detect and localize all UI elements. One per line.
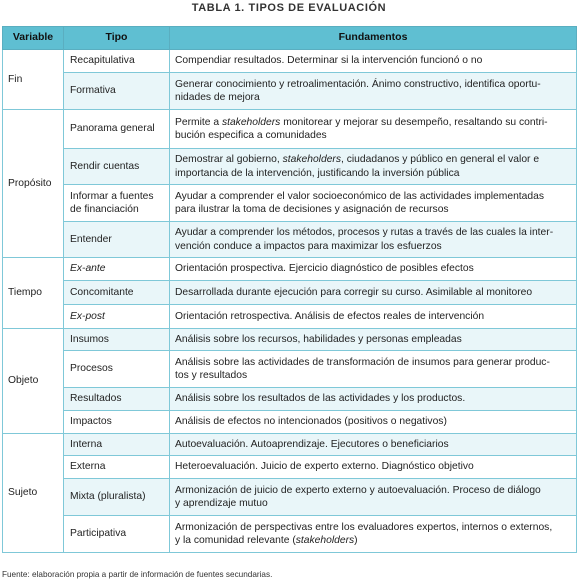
fundamento-cell [170, 388, 577, 411]
table-row [3, 388, 577, 411]
table-row [3, 73, 577, 110]
table-row [3, 411, 577, 434]
fundamento-text: y aprendizaje mutuo [175, 498, 268, 509]
fundamento-cell [170, 258, 577, 281]
fundamento-text: importancia de la intervención, justificando la inversión pública [175, 167, 460, 179]
fundamento-text: Demostrar al gobierno, [175, 154, 283, 166]
tipo-cell: Procesos [64, 351, 170, 388]
fundamento-cell [170, 351, 577, 388]
source-note: Fuente: elaboración propia a partir de información de fuentes secundarias. [2, 570, 273, 579]
tipo-cell: Recapitulativa [64, 50, 170, 73]
fundamento-cell [170, 222, 577, 258]
fundamento-text: Desarrollada durante ejecución para corregir su curso. Asimilable al monitoreo [175, 286, 533, 298]
fundamento-text: , ciudadanos y público en general el valor e [341, 154, 540, 166]
fundamento-text: stakeholders [282, 154, 341, 166]
fundamento-text: monitorear y mejorar su desempeño, resaltando su contri- [280, 116, 548, 128]
table-row [3, 149, 577, 185]
fundamento-text: Análisis sobre los resultados de las actividades y los productos. [175, 393, 466, 405]
table-row [3, 258, 577, 281]
header-tipo: Tipo [64, 27, 170, 50]
fundamento-text: Ayudar a comprender los métodos, procesos y rutas a través de las cuales la inter- [175, 227, 554, 239]
table-row [3, 185, 577, 222]
fundamento-cell [170, 329, 577, 351]
tipo-cell: Externa [64, 456, 170, 479]
table-row [3, 222, 577, 258]
variable-cell: Tiempo [3, 258, 64, 329]
tipo-cell: Interna [64, 434, 170, 456]
tipo-cell: Informar a fuentes de financiación [64, 185, 170, 222]
tipo-cell: Ex-post [64, 305, 170, 329]
fundamento-text: Permite a [175, 116, 222, 128]
tipo-cell: Entender [64, 222, 170, 258]
table-row [3, 329, 577, 351]
fundamento-text: y la comunidad relevante ( [175, 535, 296, 546]
tipo-cell: Concomitante [64, 281, 170, 305]
fundamento-text: Generar conocimiento y retroalimentación. Ánimo constructivo, identifica oportu- [175, 78, 541, 90]
fundamento-cell [170, 479, 577, 516]
fundamento-text: vención conduce a impactos para maximizar los esfuerzos [175, 240, 442, 252]
fundamento-text: Heteroevaluación. Juicio de experto externo. Diagnóstico objetivo [175, 461, 474, 473]
tipo-cell: Participativa [64, 516, 170, 553]
variable-cell: Sujeto [3, 434, 64, 553]
table-row [3, 479, 577, 516]
fundamento-cell [170, 434, 577, 456]
evaluation-types-table [2, 26, 577, 553]
tipo-cell: Resultados [64, 388, 170, 411]
tipo-cell: Panorama general [64, 110, 170, 149]
fundamento-text: Ayudar a comprender el valor socioeconómico de las actividades implementadas [175, 190, 544, 202]
table-row [3, 351, 577, 388]
fundamento-cell [170, 516, 577, 553]
fundamento-cell [170, 281, 577, 305]
tipo-cell: Insumos [64, 329, 170, 351]
fundamento-cell [170, 149, 577, 185]
fundamento-text: bución especifica a comunidades [175, 130, 327, 141]
table-title: TABLA 1. TIPOS DE EVALUACIÓN [191, 2, 387, 14]
fundamento-text: stakeholders [295, 535, 355, 546]
fundamento-text: Compendiar resultados. Determinar si la intervención funcionó o no [175, 55, 483, 67]
variable-cell: Fin [3, 50, 64, 110]
header-fundamentos: Fundamentos [170, 27, 577, 50]
table-row [3, 305, 577, 329]
tipo-cell: Impactos [64, 411, 170, 434]
fundamento-cell [170, 185, 577, 222]
fundamento-cell [170, 305, 577, 329]
fundamento-text: para ilustrar la toma de decisiones y asignación de recursos [175, 204, 449, 215]
fundamento-text: tos y resultados [175, 370, 248, 381]
fundamento-cell [170, 73, 577, 110]
fundamento-cell [170, 50, 577, 73]
fundamento-text: stakeholders [221, 116, 281, 128]
fundamento-cell [170, 110, 577, 149]
variable-cell: Objeto [3, 329, 64, 434]
variable-cell: Propósito [3, 110, 64, 258]
fundamento-text: Análisis sobre las actividades de transformación de insumos para generar produc- [175, 356, 550, 368]
table-row [3, 456, 577, 479]
tipo-cell: Mixta (pluralista) [64, 479, 170, 516]
fundamento-cell [170, 411, 577, 434]
table-row [3, 50, 577, 73]
table-row [3, 110, 577, 149]
table-row [3, 434, 577, 456]
fundamento-text: Autoevaluación. Autoaprendizaje. Ejecutores o beneficiarios [175, 438, 449, 450]
fundamento-text: Orientación prospectiva. Ejercicio diagnóstico de posibles efectos [175, 263, 474, 275]
tipo-cell: Rendir cuentas [64, 149, 170, 185]
table-row [3, 516, 577, 553]
fundamento-text: Armonización de perspectivas entre los evaluadores expertos, internos o externos, [175, 521, 553, 533]
table-row [3, 281, 577, 305]
fundamento-text: Análisis de efectos no intencionados (positivos o negativos) [175, 416, 447, 428]
header-variable: Variable [3, 27, 64, 50]
table-header-row [3, 27, 577, 50]
tipo-cell: Formativa [64, 73, 170, 110]
fundamento-text: nidades de mejora [175, 92, 260, 103]
fundamento-text: ) [354, 535, 358, 546]
fundamento-text: Análisis sobre los recursos, habilidades y personas empleadas [175, 333, 462, 345]
tipo-cell: Ex-ante [64, 258, 170, 281]
fundamento-text: Orientación retrospectiva. Análisis de efectos reales de intervención [175, 310, 485, 322]
fundamento-cell [170, 456, 577, 479]
fundamento-text: Armonización de juicio de experto externo y autoevaluación. Proceso de diálogo [175, 484, 541, 496]
